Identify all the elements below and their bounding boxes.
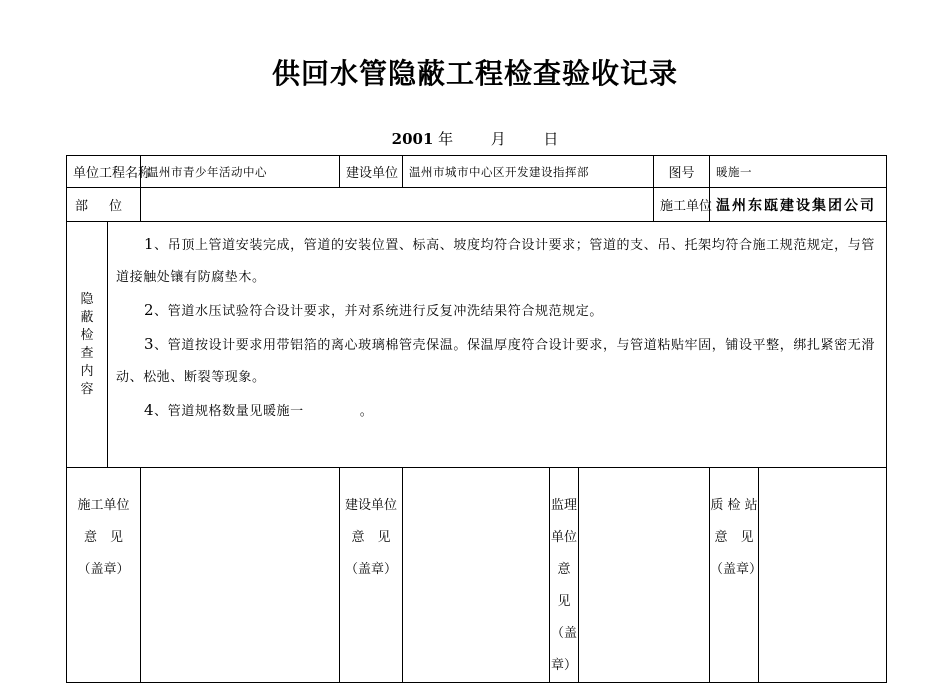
drawing-number-label: 图号 xyxy=(654,156,710,188)
builder-opinion-label: 建设单位 意 见 （盖章） xyxy=(340,468,403,683)
contractor-opinion-field xyxy=(141,468,340,683)
table-row xyxy=(67,156,887,188)
quality-station-opinion-field xyxy=(759,468,887,683)
part-value xyxy=(141,188,654,222)
date-line xyxy=(0,128,950,149)
builder-value: 温州市城市中心区开发建设指挥部 xyxy=(403,156,654,188)
builder-label: 建设单位 xyxy=(340,156,403,188)
contractor-label: 施工单位 xyxy=(654,188,710,222)
drawing-number-value: 暖施一 xyxy=(710,156,887,188)
inspection-content xyxy=(108,222,887,468)
inspection-content-side-label: 隐 蔽 检 查 内 容 xyxy=(67,222,108,468)
date-year: 2001 xyxy=(391,130,434,148)
contractor-opinion-label: 施工单位 意 见 （盖章） xyxy=(67,468,141,683)
contractor-value: 温州东瓯建设集团公司 xyxy=(710,188,887,222)
builder-opinion-field xyxy=(403,468,550,683)
supervisor-opinion-label: 监理单位 意 见 （盖章） xyxy=(550,468,579,683)
part-label-right: 位 xyxy=(109,199,123,214)
content-item-2: 2、管道水压试验符合设计要求，并对系统进行反复冲洗结果符合规范规定。 xyxy=(144,301,603,319)
content-item-3: 3、管道按设计要求用带铝箔的离心玻璃棉管壳保温。保温厚度符合设计要求，与管道粘贴牢固，铺设平整，绑扎紧密无滑动、松弛、断裂等现象。 xyxy=(116,335,875,385)
date-year-char: 年 xyxy=(438,130,454,148)
project-name-label: 单位工程名称 xyxy=(67,156,141,188)
quality-station-opinion-label: 质 检 站 意 见 （盖章） xyxy=(710,468,759,683)
date-month-char: 月 xyxy=(490,130,506,148)
table-row xyxy=(67,222,887,468)
table-row xyxy=(67,188,887,222)
part-label-left: 部 xyxy=(75,199,89,214)
project-name-value: 温州市青少年活动中心 xyxy=(141,156,340,188)
inspection-record-table xyxy=(66,155,887,683)
table-row xyxy=(67,468,887,683)
part-label xyxy=(67,188,141,222)
supervisor-opinion-field xyxy=(579,468,710,683)
date-day-char: 日 xyxy=(543,130,559,148)
content-item-1: 1、吊顶上管道安装完成，管道的安装位置、标高、坡度均符合设计要求；管道的支、吊、托架均符合施工规范规定，与管道接触处镶有防腐垫木。 xyxy=(116,235,875,285)
document-title: 供回水管隐蔽工程检查验收记录 xyxy=(271,57,678,90)
content-item-4: 4、管道规格数量见暖施一 。 xyxy=(144,401,374,419)
